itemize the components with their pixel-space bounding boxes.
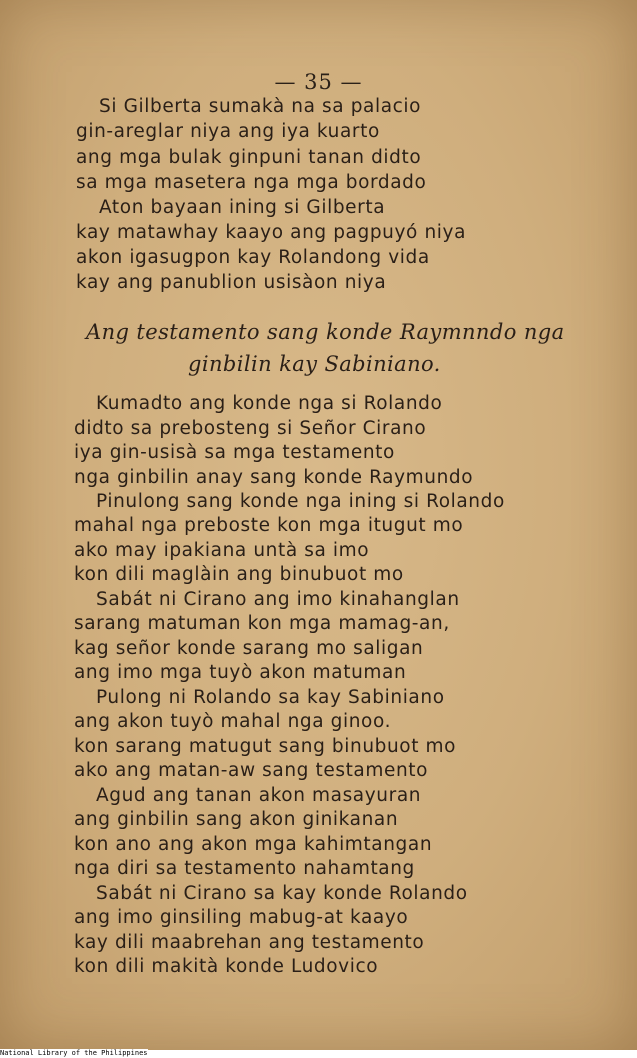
verse-line: ang imo mga tuyò akon matuman xyxy=(74,662,407,683)
verse-line: Kumadto ang konde nga si Rolando xyxy=(96,393,443,414)
verse-line: kon dili makità konde Ludovico xyxy=(74,956,379,977)
verse-line: sarang matuman kon mga mamag-an, xyxy=(74,613,450,634)
verse-line: ako may ipakiana untà sa imo xyxy=(74,540,370,561)
verse-line: ang akon tuyò mahal nga ginoo. xyxy=(74,711,392,732)
verse-line: sa mga masetera nga mga bordado xyxy=(76,172,427,193)
verse-line: kon dili maglàin ang binubuot mo xyxy=(74,564,404,585)
verse-line: Sabát ni Cirano sa kay konde Rolando xyxy=(96,883,468,904)
verse-line: Pinulong sang konde nga ining si Rolando xyxy=(96,491,505,512)
verse-line: akon igasugpon kay Rolandong vida xyxy=(76,247,430,268)
verse-line: Agud ang tanan akon masayuran xyxy=(96,785,422,806)
verse-line: kay ang panublion usisàon niya xyxy=(76,272,387,293)
verse-line: ang mga bulak ginpuni tanan didto xyxy=(76,147,422,168)
section-heading-line-2: ginbilin kay Sabiniano. xyxy=(188,352,441,376)
verse-line: kon ano ang akon mga kahimtangan xyxy=(74,834,433,855)
verse-line: ang ginbilin sang akon ginikanan xyxy=(74,809,399,830)
page-number: — 35 — xyxy=(274,70,363,94)
verse-line: Si Gilberta sumakà na sa palacio xyxy=(99,96,422,117)
verse-line: Aton bayaan ining si Gilberta xyxy=(99,197,386,218)
verse-line: kag señor konde sarang mo saligan xyxy=(74,638,424,659)
verse-line: kon sarang matugut sang binubuot mo xyxy=(74,736,457,757)
verse-line: didto sa prebosteng si Señor Cirano xyxy=(74,418,427,439)
verse-line: gin-areglar niya ang iya kuarto xyxy=(76,121,380,142)
verse-line: nga diri sa testamento nahamtang xyxy=(74,858,415,879)
verse-line: ako ang matan-aw sang testamento xyxy=(74,760,429,781)
verse-line: kay dili maabrehan ang testamento xyxy=(74,932,425,953)
verse-line: iya gin-usisà sa mga testamento xyxy=(74,442,395,463)
verse-line: nga ginbilin anay sang konde Raymundo xyxy=(74,467,474,488)
verse-line: Sabát ni Cirano ang imo kinahanglan xyxy=(96,589,460,610)
verse-line: Pulong ni Rolando sa kay Sabiniano xyxy=(96,687,445,708)
verse-line: kay matawhay kaayo ang pagpuyó niya xyxy=(76,222,467,243)
source-credit: National Library of the Philippines xyxy=(0,1049,148,1057)
verse-line: mahal nga preboste kon mga itugut mo xyxy=(74,515,464,536)
verse-line: ang imo ginsiling mabug-at kaayo xyxy=(74,907,409,928)
section-heading-line-1: Ang testamento sang konde Raymnndo nga xyxy=(86,320,565,344)
